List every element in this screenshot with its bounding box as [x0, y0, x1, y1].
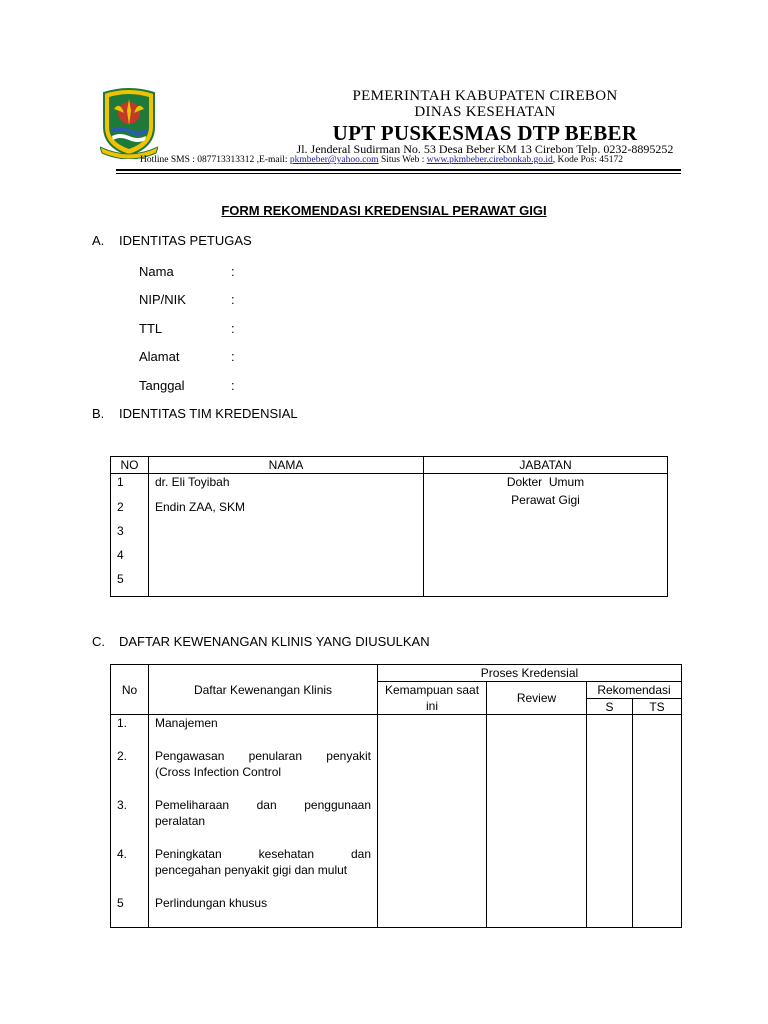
col-header-daftar: Daftar Kewenangan Klinis [149, 665, 378, 715]
field-label-ttl: TTL [139, 321, 163, 336]
header-contact [140, 155, 768, 165]
col-header-proses: Proses Kredensial [378, 665, 682, 682]
jabatan-column [424, 474, 668, 597]
item-text-2-line1: Pengawasan penularan penyakit [155, 749, 371, 763]
team-name-2: Endin ZAA, SKM [155, 500, 246, 514]
header-department: DINAS KESEHATAN [414, 104, 556, 120]
item-no-1: 1. [117, 716, 128, 730]
section-c-letter: C. [92, 634, 105, 649]
section-a-title: IDENTITAS PETUGAS [119, 233, 252, 248]
clinical-authority-table [110, 664, 682, 928]
team-position-1: Dokter Umum [506, 475, 585, 489]
no-column [111, 474, 149, 597]
s-cell[interactable] [587, 715, 633, 928]
field-value-nama[interactable]: : [231, 264, 235, 279]
item-text-5: Perlindungan khusus [155, 896, 268, 910]
field-label-nip: NIP/NIK [139, 292, 186, 307]
team-position-2: Perawat Gigi [511, 493, 580, 507]
header-address: Jl. Jenderal Sudirman No. 53 Desa Beber KM 13 Cirebon Telp. 0232-8895252 [296, 142, 674, 156]
kemampuan-cell[interactable] [378, 715, 487, 928]
item-text-4-line1: Peningkatan kesehatan dan [155, 847, 371, 861]
section-a-heading [92, 233, 392, 251]
header-government: PEMERINTAH KABUPATEN CIREBON [352, 88, 618, 104]
field-value-nip[interactable]: : [231, 292, 235, 307]
team-name-1: dr. Eli Toyibah [155, 475, 230, 489]
item-no-column [111, 715, 149, 928]
item-no-4: 4. [117, 847, 128, 861]
item-text-1: Manajemen [155, 716, 218, 730]
header-institution: UPT PUSKESMAS DTP BEBER [332, 121, 638, 145]
website-link[interactable]: www.pkmbeber.cirebonkab.go.id [426, 155, 553, 165]
field-label-tanggal: Tanggal [139, 378, 185, 393]
col-header-review: Review [487, 682, 587, 715]
item-text-column [149, 715, 378, 928]
table-header-row [111, 457, 668, 474]
team-no-4: 4 [117, 548, 124, 562]
cirebon-regency-emblem [100, 87, 158, 159]
field-value-ttl[interactable]: : [231, 321, 235, 336]
col-header-kemampuan: Kemampuan saat ini [378, 682, 487, 715]
item-no-2: 2. [117, 749, 128, 763]
item-no-3: 3. [117, 798, 128, 812]
section-c-title: DAFTAR KEWENANGAN KLINIS YANG DIUSULKAN [119, 634, 430, 649]
team-no-2: 2 [117, 500, 124, 514]
item-no-5: 5 [117, 896, 124, 910]
nama-column [149, 474, 424, 597]
col-header-s: S [587, 699, 633, 715]
postcode: , Kode Pos: 45172 [552, 155, 623, 165]
credential-team-table [110, 456, 668, 597]
ts-cell[interactable] [633, 715, 682, 928]
col-header-no: NO [111, 457, 149, 474]
section-b-letter: B. [92, 406, 105, 421]
field-label-nama: Nama [139, 264, 174, 279]
field-value-alamat[interactable]: : [231, 349, 235, 364]
section-a-letter: A. [92, 233, 105, 248]
col-header-nama: NAMA [149, 457, 424, 474]
header-rule-thick [116, 169, 681, 171]
item-text-4-line2: pencegahan penyakit gigi dan mulut [155, 863, 348, 877]
item-text-3-line1: Pemeliharaan dan penggunaan [155, 798, 371, 812]
section-c-heading [92, 634, 492, 652]
field-label-alamat: Alamat [139, 349, 180, 364]
col-header-jabatan: JABATAN [424, 457, 668, 474]
table-body-row [111, 715, 682, 928]
item-text-3-line2: peralatan [155, 814, 206, 828]
form-title: FORM REKOMENDASI KREDENSIAL PERAWAT GIGI [221, 203, 547, 218]
team-no-1: 1 [117, 475, 124, 489]
section-b-heading [92, 406, 392, 424]
contact-prefix: Hotline SMS : 087713313312 ,E-mail: [140, 155, 290, 165]
col-header-no: No [111, 665, 149, 715]
team-no-3: 3 [117, 524, 124, 538]
col-header-ts: TS [633, 699, 682, 715]
team-no-5: 5 [117, 572, 124, 586]
item-text-2-line2: (Cross Infection Control [155, 765, 282, 779]
section-b-title: IDENTITAS TIM KREDENSIAL [119, 406, 298, 421]
web-label: Situs Web : [378, 155, 427, 165]
email-link[interactable]: pkmbeber@yahoo.com [289, 155, 379, 165]
table-header-row-1 [111, 665, 682, 682]
review-cell[interactable] [487, 715, 587, 928]
header-rule-thin [116, 173, 681, 174]
col-header-rekomendasi: Rekomendasi [587, 682, 682, 699]
table-body-row [111, 474, 668, 597]
field-value-tanggal[interactable]: : [231, 378, 235, 393]
